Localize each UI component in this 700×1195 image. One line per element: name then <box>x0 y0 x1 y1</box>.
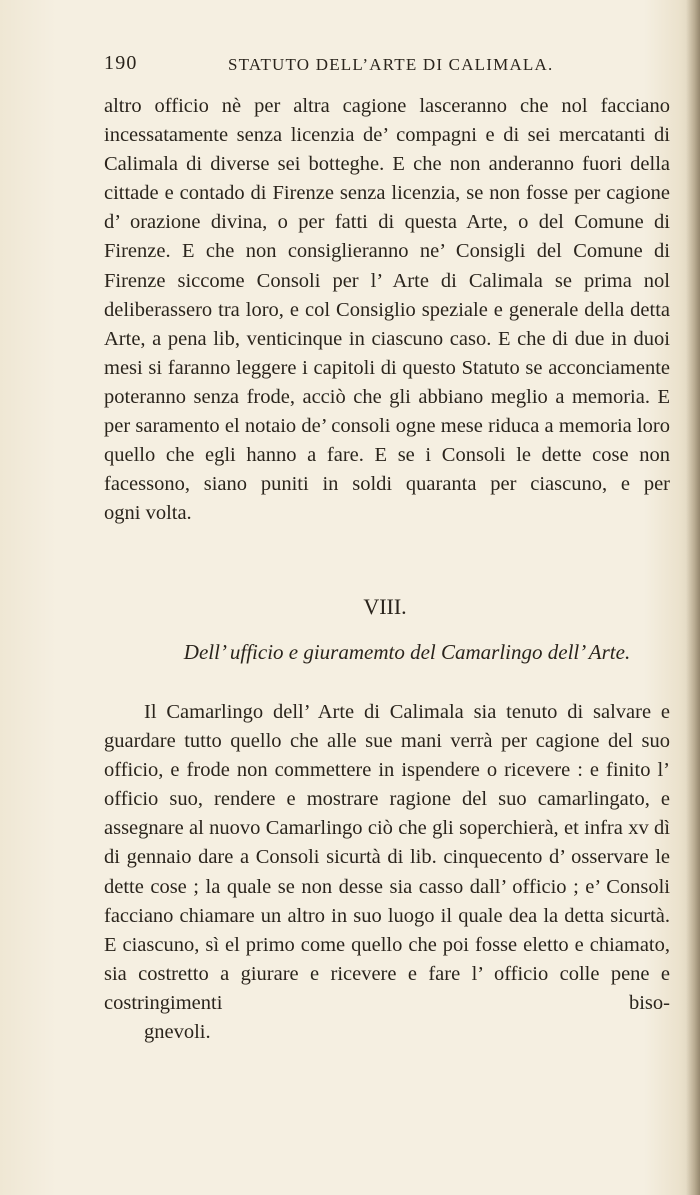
page-header <box>104 52 670 82</box>
page-number: 190 <box>104 52 138 74</box>
paragraph-body: altro officio nè per altra cagione lasceranno che nol facciano incessatamente senza licenzia de’ compagni e di sei mercatanti di Calimala di diverse sei botteghe. E che non anderanno fuori della cittade e contado di Firenze senza licenzia, se non fosse per cagione d’ orazione divina, o per fatti di questa Arte, o del Comune di Firenze. E che non consiglieranno ne’ Consigli del Comune di Firenze siccome Consoli per l’ Arte di Calimala se prima nol deliberassero tra loro, e col Consiglio speziale e generale della detta Arte, a pena lib, venticinque in ciascuno caso. E che di due in duoi mesi si faranno leggere i capitoli di questo Statuto se acconciamente poteranno senza frode, acciò che gli abbiano meglio a memoria. E per saramento el notaio de’ consoli ogne mese riduca a memoria loro quello che egli hanno a fare. E se i Consoli le dette cose non facessono, siano puniti in soldi quaranta per ciascuno, e per <box>104 95 670 496</box>
paragraph-last-line: gnevoli. <box>144 1021 211 1044</box>
paragraph <box>104 698 670 1047</box>
paragraph-last-line: ogni volta. <box>104 502 192 525</box>
section-title: Dell’ ufficio e giuramemto del Camarlingo dell’ Arte. <box>183 640 631 664</box>
section-number: VIII. <box>363 594 407 619</box>
paragraph-body: Il Camarlingo dell’ Arte di Calimala sia tenuto di salvare e guardare tutto quello che alle sue mani verrà per cagione del suo officio, e frode non commettere in ispendere o ricevere : e finito l’ officio suo, rendere e mostrare ragione del suo camarlingato, e assegnare al nuovo Camarlingo ciò che gli soperchierà, et infra xv dì di gennaio dare a Consoli sicurtà di lib. cinquecento d’ osservare le dette cose ; la quale se non desse sia casso dall’ officio ; e’ Consoli facciano chiamare un altro in suo luogo il quale dea la detta sicurtà. E ciascuno, sì el primo come quello che poi fosse eletto e chiamato, sia costretto a giurare e ricevere e fare l’ officio colle pene e costringimenti biso- <box>104 701 670 1014</box>
paragraph-continued <box>104 92 670 528</box>
running-title: STATUTO DELL’ARTE DI CALIMALA. <box>228 55 554 74</box>
